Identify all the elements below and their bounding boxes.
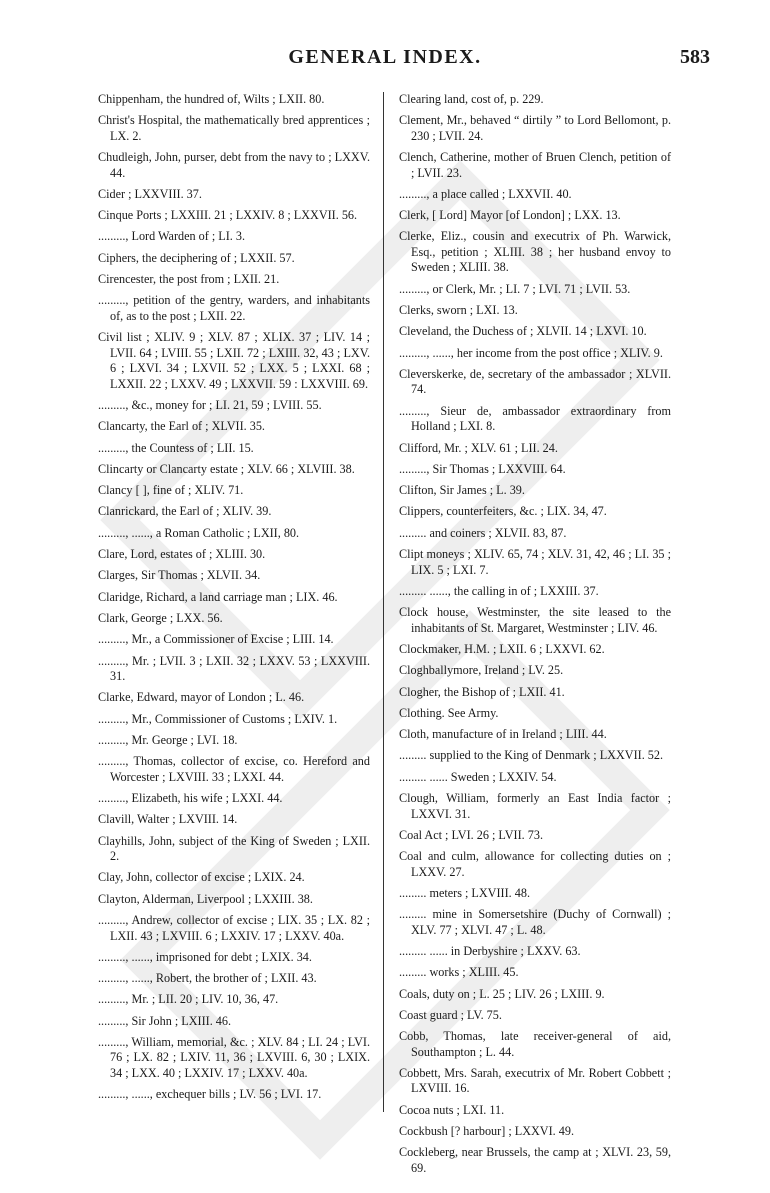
index-entry: Claridge, Richard, a land carriage man ; LIX. 46.	[98, 589, 338, 604]
index-entry: Clerk, [ Lord] Mayor [of London] ; LXX. 13.	[399, 208, 621, 223]
index-column-right	[399, 92, 671, 1182]
index-entry: Clogher, the Bishop of ; LXII. 41.	[399, 684, 565, 699]
index-entry: ........., petition of the gentry, warders, and inhabitants of, as to the post ; LXII. 22.	[98, 293, 370, 323]
index-entry: ......... supplied to the King of Denmark ; LXXVII. 52.	[399, 748, 664, 763]
index-entry: ......... works ; XLIII. 45.	[399, 965, 519, 980]
index-entry: Clancy [ ], fine of ; XLIV. 71.	[98, 483, 244, 498]
index-column-left	[98, 92, 370, 1109]
index-entry: Clerke, Eliz., cousin and executrix of Ph. Warwick, Esq., petition ; XLIII. 38 ; her husband envoy to Sweden ; XLIII. 38.	[399, 229, 671, 275]
index-entry: Coast guard ; LV. 75.	[399, 1007, 502, 1022]
index-entry: Clayton, Alderman, Liverpool ; LXXIII. 38.	[98, 891, 313, 906]
index-entry: ........., the Countess of ; LII. 15.	[98, 440, 254, 455]
index-entry: Cirencester, the post from ; LXII. 21.	[98, 272, 280, 287]
index-entry: ........., Mr. George ; LVI. 18.	[98, 732, 238, 747]
page-number: 583	[680, 46, 710, 68]
index-entry: Cobbett, Mrs. Sarah, executrix of Mr. Robert Cobbett ; LXVIII. 16.	[399, 1065, 671, 1096]
index-entry: Civil list ; XLIV. 9 ; XLV. 87 ; XLIX. 37 ; LIV. 14 ; LVII. 64 ; LVIII. 55 ; LXII. 72 ; LXIII. 32, 43 ; LXV. 6 ; LXVI. 34 ; LXVII. 52 ; LXX. 5 ; LXXI. 68 ; LXXII. 22 ; LXXV. 49 ; LXXVII. 59 : LXXVIII. 69.	[98, 330, 370, 391]
index-entry: Cider ; LXXVIII. 37.	[98, 186, 202, 201]
index-entry: Clench, Catherine, mother of Bruen Clench, petition of ; LVII. 23.	[399, 150, 671, 180]
index-entry: Clavill, Walter ; LXVIII. 14.	[98, 812, 238, 827]
index-entry: Chudleigh, John, purser, debt from the navy to ; LXXV. 44.	[98, 150, 370, 180]
index-entry: Clippers, counterfeiters, &c. ; LIX. 34, 47.	[399, 504, 607, 519]
index-entry: Clarke, Edward, mayor of London ; L. 46.	[98, 690, 305, 705]
index-entry: ........., Andrew, collector of excise ; LIX. 35 ; LX. 82 ; LXII. 43 ; LXVIII. 6 ; LXXIV. 17 ; LXXV. 40a.	[98, 913, 370, 943]
index-entry: Clock house, Westminster, the site leased to the inhabitants of St. Margaret, Westminster ; LIV. 46.	[399, 605, 671, 635]
index-entry: Cloghballymore, Ireland ; LV. 25.	[399, 663, 564, 678]
index-entry: Chippenham, the hundred of, Wilts ; LXII. 80.	[98, 92, 325, 106]
index-entry: Coals, duty on ; L. 25 ; LIV. 26 ; LXIII. 9.	[399, 986, 605, 1001]
index-entry: Coal Act ; LVI. 26 ; LVII. 73.	[399, 827, 543, 842]
index-entry: Coal and culm, allowance for collecting duties on ; LXXV. 27.	[399, 849, 671, 879]
index-entry: ........., Mr. ; LVII. 3 ; LXII. 32 ; LXXV. 53 ; LXXVIII. 31.	[98, 653, 370, 684]
index-entry: Cockbush [? harbour] ; LXXVI. 49.	[399, 1124, 574, 1139]
index-entry: Clipt moneys ; XLIV. 65, 74 ; XLV. 31, 42, 46 ; LI. 35 ; LIX. 5 ; LXI. 7.	[399, 547, 671, 577]
index-entry: Clarges, Sir Thomas ; XLVII. 34.	[98, 568, 261, 583]
index-entry: ........., Sir John ; LXIII. 46.	[98, 1013, 232, 1028]
index-entry: ........., a place called ; LXXVII. 40.	[399, 186, 572, 201]
index-entry: Christ's Hospital, the mathematically bred apprentices ; LX. 2.	[98, 113, 370, 143]
index-entry: ........., &c., money for ; LI. 21, 59 ; LVIII. 55.	[98, 397, 322, 412]
index-entry: Clerks, sworn ; LXI. 13.	[399, 303, 518, 318]
index-entry: ......... ...... Sweden ; LXXIV. 54.	[399, 769, 557, 784]
index-entry: Clay, John, collector of excise ; LXIX. 24.	[98, 870, 305, 885]
index-entry: ........., Sieur de, ambassador extraordinary from Holland ; LXI. 8.	[399, 403, 671, 434]
index-entry: Cinque Ports ; LXXIII. 21 ; LXXIV. 8 ; LXXVII. 56.	[98, 208, 358, 223]
index-entry: Clifton, Sir James ; L. 39.	[399, 483, 525, 498]
index-entry: ........., Thomas, collector of excise, co. Hereford and Worcester ; LXVIII. 33 ; LXXI. 44.	[98, 754, 370, 784]
index-entry: ......... and coiners ; XLVII. 83, 87.	[399, 525, 567, 540]
index-entry: ........., Lord Warden of ; LI. 3.	[98, 229, 246, 244]
index-entry: ......... meters ; LXVIII. 48.	[399, 885, 530, 900]
index-entry: ........., William, memorial, &c. ; XLV. 84 ; LI. 24 ; LVI. 76 ; LX. 82 ; LXIV. 11, 36 ; LXVIII. 6, 30 ; LXIX. 34 ; LXX. 40 ; LXXIV. 17 ; LXXV. 40a.	[98, 1034, 370, 1080]
index-entry: Clifford, Mr. ; XLV. 61 ; LII. 24.	[399, 440, 558, 455]
index-entry: Clark, George ; LXX. 56.	[98, 610, 223, 625]
index-entry: Clanrickard, the Earl of ; XLIV. 39.	[98, 504, 272, 519]
index-entry: Cobb, Thomas, late receiver-general of aid, Southampton ; L. 44.	[399, 1029, 671, 1059]
index-entry: ........., Mr., Commissioner of Customs ; LXIV. 1.	[98, 711, 338, 726]
index-entry: ........., or Clerk, Mr. ; LI. 7 ; LVI. 71 ; LVII. 53.	[399, 281, 631, 296]
index-entry: ........., ......, Robert, the brother of ; LXII. 43.	[98, 971, 317, 986]
index-entry: ........., Elizabeth, his wife ; LXXI. 44.	[98, 791, 283, 806]
index-entry: Cleveland, the Duchess of ; XLVII. 14 ; LXVI. 10.	[399, 324, 647, 339]
index-entry: ........., Mr. ; LII. 20 ; LIV. 10, 36, 47.	[98, 992, 279, 1007]
index-entry: Clough, William, formerly an East India factor ; LXXVI. 31.	[399, 791, 671, 821]
index-entry: Clockmaker, H.M. ; LXII. 6 ; LXXVI. 62.	[399, 641, 605, 656]
index-entry: Cleverskerke, de, secretary of the ambassador ; XLVII. 74.	[399, 366, 671, 397]
index-entry: Clancarty, the Earl of ; XLVII. 35.	[98, 419, 265, 434]
index-entry: ........., ......, imprisoned for debt ; LXIX. 34.	[98, 949, 312, 964]
index-entry: ........., ......, her income from the post office ; XLIV. 9.	[399, 345, 663, 360]
index-entry: Clearing land, cost of, p. 229.	[399, 92, 544, 106]
index-entry: ........., ......, a Roman Catholic ; LXII, 80.	[98, 525, 300, 540]
index-entry: ......... ......, the calling in of ; LXXIII. 37.	[399, 583, 599, 598]
index-entry: Cloth, manufacture of in Ireland ; LIII. 44.	[399, 727, 607, 742]
index-entry: ......... ...... in Derbyshire ; LXXV. 63.	[399, 944, 581, 958]
index-entry: ........., Mr., a Commissioner of Excise ; LIII. 14.	[98, 632, 334, 647]
index-entry: Clayhills, John, subject of the King of Sweden ; LXII. 2.	[98, 833, 370, 864]
column-divider	[383, 92, 384, 1112]
index-entry: Cocoa nuts ; LXI. 11.	[399, 1102, 505, 1117]
index-entry: Clothing. See Army.	[399, 705, 499, 720]
index-entry: ......... mine in Somersetshire (Duchy of Cornwall) ; XLV. 77 ; XLVI. 47 ; L. 48.	[399, 907, 671, 937]
index-entry: ........., ......, exchequer bills ; LV. 56 ; LVI. 17.	[98, 1087, 322, 1102]
index-entry: Clement, Mr., behaved “ dirtily ” to Lord Bellomont, p. 230 ; LVII. 24.	[399, 113, 671, 143]
index-entry: ........., Sir Thomas ; LXXVIII. 64.	[399, 461, 566, 476]
index-entry: Clare, Lord, estates of ; XLIII. 30.	[98, 547, 266, 562]
index-entry: Clincarty or Clancarty estate ; XLV. 66 ; XLVIII. 38.	[98, 461, 355, 476]
index-entry: Ciphers, the deciphering of ; LXXII. 57.	[98, 250, 295, 265]
index-entry: Cockleberg, near Brussels, the camp at ; XLVI. 23, 59, 69.	[399, 1145, 671, 1175]
running-header-title: GENERAL INDEX.	[288, 46, 482, 68]
